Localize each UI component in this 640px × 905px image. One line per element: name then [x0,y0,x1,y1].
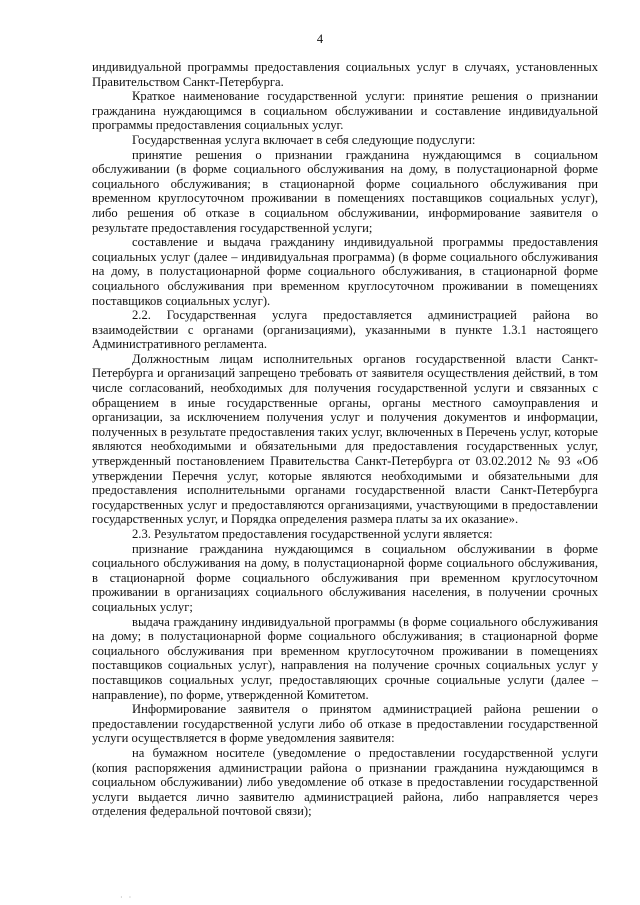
paragraph-result-issuance: выдача гражданину индивидуальной программы (в форме социального обслуживания на дому; в полустационарной форме социального обслуживания; в стационарной форме социального обслуживания при временном круглосуточном проживании в помещениях поставщиков социальных услуг), направления на получение срочных социальных услуг у поставщиков социальных услуг, предоставляющих срочные социальные услуги (далее – направление), по форме, утвержденной Комитетом. [92,614,598,702]
paragraph-subservice-decision: принятие решения о признании гражданина нуждающимся в социальном обслуживании (в форме социального обслуживания на дому, в полустационарной форме социального обслуживания; в стационарной форме социального обслуживания при временном круглосуточном проживании в помещениях поставщиков социальных услуг), либо решения об отказе в социальном обслуживании, информирование заявителя о результате предоставления государственной услуги; [92,147,598,235]
paragraph-subservices-intro: Государственная услуга включает в себя следующие подуслуги: [132,132,476,147]
paragraph-paper-notice: на бумажном носителе (уведомление о предоставлении государственной услуги (копия распоряжения администрации района о признании гражданина нуждающимся в социальном обслуживании) либо уведомление об отказе в предоставлении государственной услуги выдается лично заявителю администрацией района, либо направляется через отделения федеральной почтовой связи); [92,745,598,819]
paragraph-section-2-2: 2.2. Государственная услуга предоставляется администрацией района во взаимодействии с органами (организациями), указанными в пункте 1.3.1 настоящего Административного регламента. [92,308,598,352]
paragraph-subservice-program: составление и выдача гражданину индивидуальной программы предоставления социальных услуг (далее – индивидуальная программа) (в форме социального обслуживания на дому, в полустационарной форме социального обслуживания, в стационарной форме социального обслуживания при временном круглосуточном проживании в помещениях поставщиков социальных услуг). [92,235,598,308]
page-number: 4 [316,32,324,46]
paragraph-result-recognition: признание гражданина нуждающимся в социальном обслуживании в форме социального обслуживания на дому, в полустационарной форме социального обслуживания, в стационарной форме социального обслуживания при временном круглосуточном проживании в организациях социального обслуживания населения, в получении срочных социальных услуг; [92,541,598,614]
paragraph-continuation: индивидуальной программы предоставления социальных услуг в случаях, установленных Правительством Санкт-Петербурга. [92,60,598,89]
scan-artifact: · · [120,893,134,902]
paragraph-section-2-3: 2.3. Результатом предоставления государственной услуги является: [132,527,493,541]
paragraph-officials-prohibition: Должностным лицам исполнительных органов государственной власти Санкт-Петербурга и организаций запрещено требовать от заявителя осуществления действий, в том числе согласований, необходимых для получения государственной услуги и связанных с обращением в иные государственные органы, органы местного самоуправления и организации, за исключением получения услуг и получения документов и информации, полученных в результате предоставления таких услуг, включенных в Перечень услуг, которые являются необходимыми и обязательными для предоставления государственных услуг, утвержденный постановлением Правительства Санкт-Петербурга от 03.02.2012 № 93 «Об утверждении Перечня услуг, которые являются необходимыми и обязательными для предоставления исполнительными органами государственной власти Санкт-Петербурга государственных услуг и предоставляются организациями, участвующими в предоставлении государственных услуг, и Порядка определения размера платы за их оказание». [92,351,598,527]
document-body [92,60,598,819]
paragraph-short-name: Краткое наименование государственной услуги: принятие решения о признании гражданина нуждающимся в социальном обслуживании и составление индивидуальной программы предоставления социальных услуг. [92,89,598,133]
paragraph-informing: Информирование заявителя о принятом администрацией района решении о предоставлении государственной услуги либо об отказе в предоставлении государственной услуги осуществляется в форме уведомления заявителя: [92,702,598,746]
